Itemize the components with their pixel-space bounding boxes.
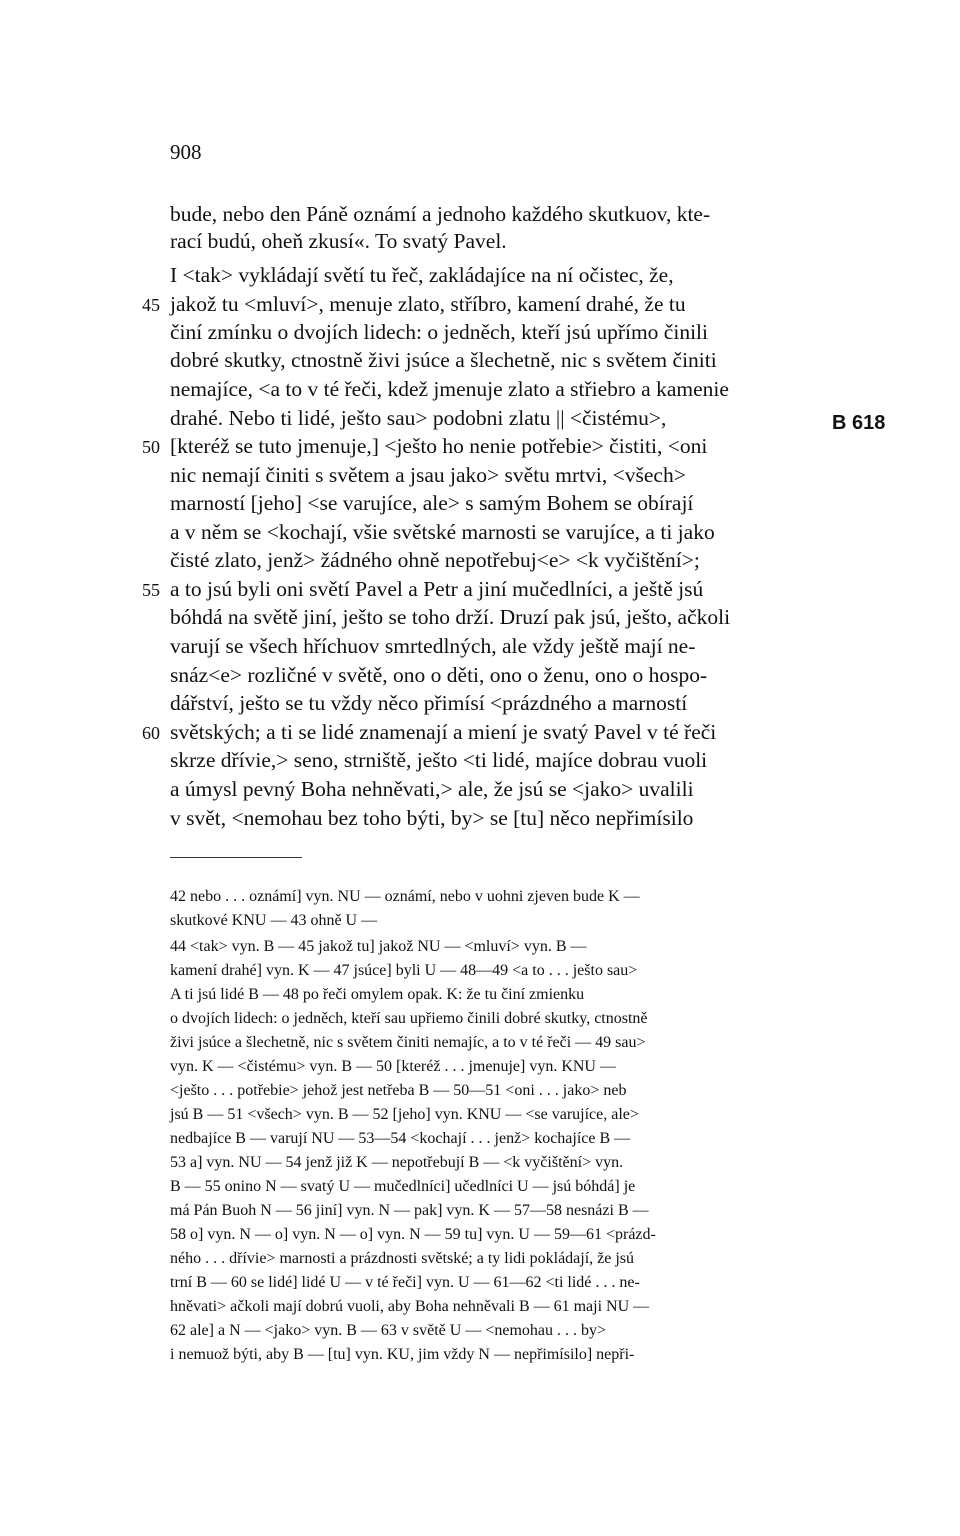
text-line: skrze dřívie,> seno, strniště, ješto <ti lidé, majíce dobrau vuoli (170, 748, 708, 772)
text-line: varují se všech hříchuov smrtedlných, ale vždy ještě mají ne- (170, 634, 696, 658)
footnote-line: má Pán Buoh N — 56 jiní] vyn. N — pak] vyn. K — 57—58 nesnázi B — (170, 1202, 649, 1219)
text-line: I <tak> vykládají světí tu řeč, zakládajíce na ní očistec, že, (170, 263, 674, 287)
footnote-line: <ješto . . . potřebie> jehož jest netřeba B — 50—51 <oni . . . jako> neb (170, 1082, 627, 1099)
line-number: 55 (142, 580, 160, 600)
footnote-line: 44 <tak> vyn. B — 45 jakož tu] jakož NU — <mluví> vyn. B — (170, 938, 587, 955)
line-number: 60 (142, 723, 160, 743)
footnote-line: skutkové KNU — 43 ohně U — (170, 912, 378, 929)
footnote-line: živi jsúce a šlechetně, nic s světem činiti nemajíc, a to v té řeči — 49 sau> (170, 1034, 646, 1051)
text-line: rací budú, oheň zkusí«. To svatý Pavel. (170, 229, 507, 253)
text-line: jakož tu <mluví>, menuje zlato, stříbro, kamení drahé, že tu (170, 292, 686, 316)
footnote-line: vyn. K — <čistému> vyn. B — 50 [kteréž . . . jmenuje] vyn. KNU — (170, 1058, 616, 1075)
text-line: bude, nebo den Páně oznámí a jednoho každého skutkuov, kte- (170, 202, 711, 226)
footnote-line: jsú B — 51 <všech> vyn. B — 52 [jeho] vyn. KNU — <se varujíce, ale> (170, 1106, 639, 1123)
text-line: nic nemají činiti s světem a jsau jako> světu mrtvi, <všech> (170, 463, 686, 487)
footnote-line: nedbajíce B — varují NU — 53—54 <kochají . . . jenž> kochajíce B — (170, 1130, 631, 1147)
text-line: [kteréž se tuto jmenuje,] <ješto ho nenie potřebie> čistiti, <oni (170, 434, 708, 458)
text-line: čisté zlato, jenž> žádného ohně nepotřebuj<e> <k vyčištění>; (170, 548, 700, 572)
line-number: 50 (142, 437, 160, 457)
text-line: a v něm se <kochají, všie světské marnosti se varujíce, a ti jako (170, 520, 715, 544)
text-line: světských; a ti se lidé znamenají a miení je svatý Pavel v té řeči (170, 720, 717, 744)
footnote-line: ného . . . dřívie> marnosti a prázdnosti světské; a ty lidi pokládají, že jsú (170, 1250, 635, 1267)
text-line: marností [jeho] <se varujíce, ale> s samým Bohem se obírají (170, 491, 694, 515)
footnote-line: kamení drahé] vyn. K — 47 jsúce] byli U — 48—49 <a to . . . ješto sau> (170, 962, 638, 979)
footnote-line: 58 o] vyn. N — o] vyn. N — o] vyn. N — 59 tu] vyn. U — 59—61 <prázd- (170, 1226, 656, 1243)
footnote-divider (170, 857, 302, 858)
text-line: nemajíce, <a to v té řeči, kdež jmenuje zlato a střiebro a kamenie (170, 377, 729, 401)
footnote-line: 62 ale] a N — <jako> vyn. B — 63 v světě U — <nemohau . . . by> (170, 1322, 607, 1339)
text-line: dobré skutky, ctnostně živi jsúce a šlechetně, nic s světem činiti (170, 348, 717, 372)
text-line: snáz<e> rozličné v světě, ono o děti, ono o ženu, ono o hospo- (170, 663, 708, 687)
text-line: dářství, ješto se tu vždy něco přimísí <prázdného a marností (170, 691, 688, 715)
margin-reference: B 618 (832, 412, 886, 434)
text-line: a úmysl pevný Boha nehněvati,> ale, že jsú se <jako> uvalili (170, 777, 694, 801)
footnote-line: B — 55 onino N — svatý U — mučedlníci] učedlníci U — jsú bóhdá] je (170, 1178, 636, 1195)
text-line: drahé. Nebo ti lidé, ješto sau> podobni zlatu || <čistému>, (170, 406, 667, 430)
line-number: 45 (142, 295, 160, 315)
footnote-line: A ti jsú lidé B — 48 po řeči omylem opak. K: že tu činí zmienku (170, 986, 585, 1003)
page-number: 908 (170, 140, 202, 164)
text-line: v svět, <nemohau bez toho býti, by> se [tu] něco nepřimísilo (170, 806, 694, 830)
footnote-line: trní B — 60 se lidé] lidé U — v té řeči] vyn. U — 61—62 <ti lidé . . . ne- (170, 1274, 640, 1291)
footnote-line: 53 a] vyn. NU — 54 jenž již K — nepotřebují B — <k vyčištění> vyn. (170, 1154, 624, 1171)
text-line: bóhdá na světě jiní, ješto se toho drží. Druzí pak jsú, ješto, ačkoli (170, 605, 731, 629)
text-line: činí zmínku o dvojích lidech: o jedněch, kteří jsú upřímo činili (170, 320, 708, 344)
footnote-line: i nemuož býti, aby B — [tu] vyn. KU, jim vždy N — nepřimísilo] nepři- (170, 1346, 635, 1363)
text-line: a to jsú byli oni světí Pavel a Petr a jiní mučedlníci, a ještě jsú (170, 577, 704, 601)
footnote-line: 42 nebo . . . oznámí] vyn. NU — oznámí, nebo v uohni zjeven bude K — (170, 888, 640, 905)
footnote-line: o dvojích lidech: o jedněch, kteří sau upřiemo činili dobré skutky, ctnostně (170, 1010, 648, 1027)
footnote-line: hněvati> ačkoli mají dobrú vuoli, aby Boha nehněvali B — 61 maji NU — (170, 1298, 650, 1315)
